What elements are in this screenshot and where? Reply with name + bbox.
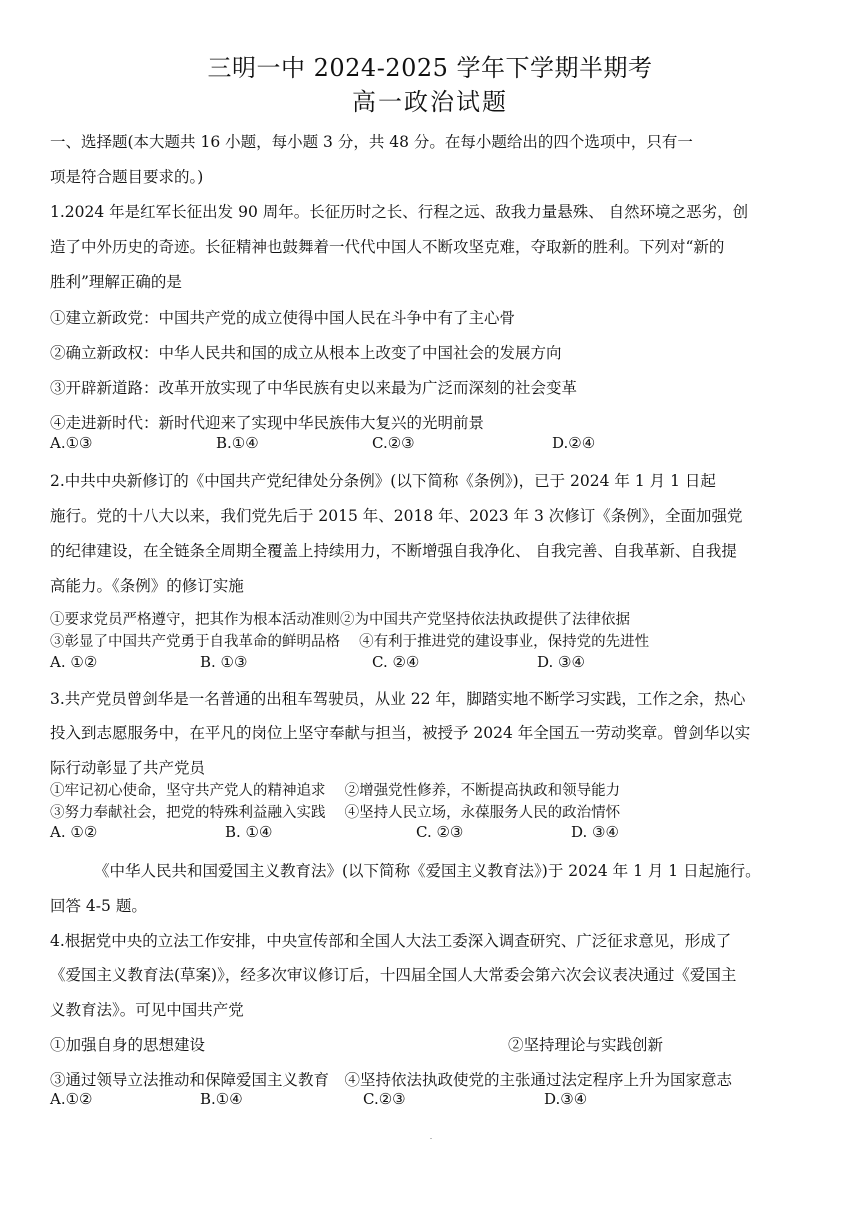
q1-option-c[interactable]: C.②③ [372, 434, 415, 452]
q4-item-1: ①加强自身的思想建设 [50, 1036, 206, 1054]
q3-stem-line-2: 投入到志愿服务中，在平凡的岗位上坚守奉献与担当，被授予 2024 年全国五一劳动奖章。曾剑华以实 [50, 724, 751, 742]
section-instructions-line-2: 项是符合题目要求的。) [50, 168, 204, 186]
q3-items-line-2: ③努力奉献社会，把党的特殊利益融入实践 ④坚持人民立场，永葆服务人民的政治情怀 [50, 805, 621, 821]
q2-stem-line-1: 2.中共中央新修订的《中国共产党纪律处分条例》(以下简称《条例》)，已于 2024 年 1 月 1 日起 [50, 472, 716, 490]
q4-option-c[interactable]: C.②③ [363, 1090, 406, 1108]
q4-stem-line-2: 《爱国主义教育法(草案)》，经多次审议修订后，十四届全国人大常委会第六次会议表决通过《爱国主 [50, 966, 737, 984]
q1-item-3: ③开辟新道路：改革开放实现了中华民族有史以来最为广泛而深刻的社会变革 [50, 379, 578, 397]
section-instructions-line-1: 一、选择题(本大题共 16 小题，每小题 3 分，共 48 分。在每小题给出的四个选项中，只有一 [50, 133, 693, 151]
q2-option-c[interactable]: C. ②④ [372, 653, 420, 671]
q3-items-line-1: ①牢记初心使命，坚守共产党人的精神追求 ②增强党性修养，不断提高执政和领导能力 [50, 783, 621, 799]
q4-stem-line-1: 4.根据党中央的立法工作安排，中央宣传部和全国人大法工委深入调查研究、广泛征求意见，形成了 [50, 932, 732, 950]
page-footer-mark [430, 1138, 432, 1139]
q4-item-2: ②坚持理论与实践创新 [508, 1036, 664, 1054]
q4-items-line-2: ③通过领导立法推动和保障爱国主义教育 ④坚持依法执政使党的主张通过法定程序上升为国家意志 [50, 1071, 733, 1089]
q2-option-b[interactable]: B. ①③ [200, 653, 248, 671]
q1-item-1: ①建立新政党：中国共产党的成立使得中国人民在斗争中有了主心骨 [50, 309, 516, 327]
exam-subtitle: 高一政治试题 [352, 88, 508, 116]
q1-stem-line-3: 胜利”理解正确的是 [50, 273, 182, 291]
q4-option-b[interactable]: B.①④ [200, 1090, 243, 1108]
q1-stem-line-2: 造了中外历史的奇迹。长征精神也鼓舞着一代代中国人不断攻坚克难，夺取新的胜利。下列对“新的 [50, 238, 725, 256]
q3-option-b[interactable]: B. ①④ [225, 823, 273, 841]
q2-items-line-2: ③彰显了中国共产党勇于自我革命的鲜明品格 ④有利于推进党的建设事业，保持党的先进性 [50, 634, 650, 650]
q2-stem-line-4: 高能力。《条例》的修订实施 [50, 577, 244, 595]
exam-title: 三明一中 2024-2025 学年下学期半期考 [207, 54, 653, 82]
q2-option-d[interactable]: D. ③④ [537, 653, 585, 671]
q3-option-a[interactable]: A. ①② [50, 823, 98, 841]
q1-item-2: ②确立新政权：中华人民共和国的成立从根本上改变了中国社会的发展方向 [50, 344, 562, 362]
material-line-1: 《中华人民共和国爱国主义教育法》(以下简称《爱国主义教育法》)于 2024 年 1 月 1 日起施行。 [94, 862, 761, 880]
q1-item-4: ④走进新时代：新时代迎来了实现中华民族伟大复兴的光明前景 [50, 414, 485, 432]
q4-stem-line-3: 义教育法》。可见中国共产党 [50, 1001, 244, 1019]
q1-option-d[interactable]: D.②④ [552, 434, 596, 452]
material-line-2: 回答 4-5 题。 [50, 897, 147, 915]
q2-items-line-1: ①要求党员严格遵守，把其作为根本活动准则②为中国共产党坚持依法执政提供了法律依据 [50, 612, 630, 628]
q2-stem-line-3: 的纪律建设，在全链条全周期全覆盖上持续用力，不断增强自我净化、 自我完善、自我革新、自我提 [50, 542, 737, 560]
q3-option-c[interactable]: C. ②③ [416, 823, 464, 841]
q4-option-d[interactable]: D.③④ [544, 1090, 588, 1108]
q3-option-d[interactable]: D. ③④ [571, 823, 619, 841]
q3-stem-line-3: 际行动彰显了共产党员 [50, 759, 206, 777]
q3-stem-line-1: 3.共产党员曾剑华是一名普通的出租车驾驶员，从业 22 年，脚踏实地不断学习实践，工作之余，热心 [50, 690, 746, 708]
q1-stem-line-1: 1.2024 年是红军长征出发 90 周年。长征历时之长、行程之远、敌我力量悬殊、 自然环境之恶劣，创 [50, 203, 749, 221]
q2-option-a[interactable]: A. ①② [50, 653, 98, 671]
q4-option-a[interactable]: A.①② [50, 1090, 93, 1108]
q2-stem-line-2: 施行。党的十八大以来，我们党先后于 2015 年、2018 年、2023 年 3 次修订《条例》，全面加强党 [50, 507, 743, 525]
q1-option-a[interactable]: A.①③ [50, 434, 93, 452]
q1-option-b[interactable]: B.①④ [216, 434, 259, 452]
